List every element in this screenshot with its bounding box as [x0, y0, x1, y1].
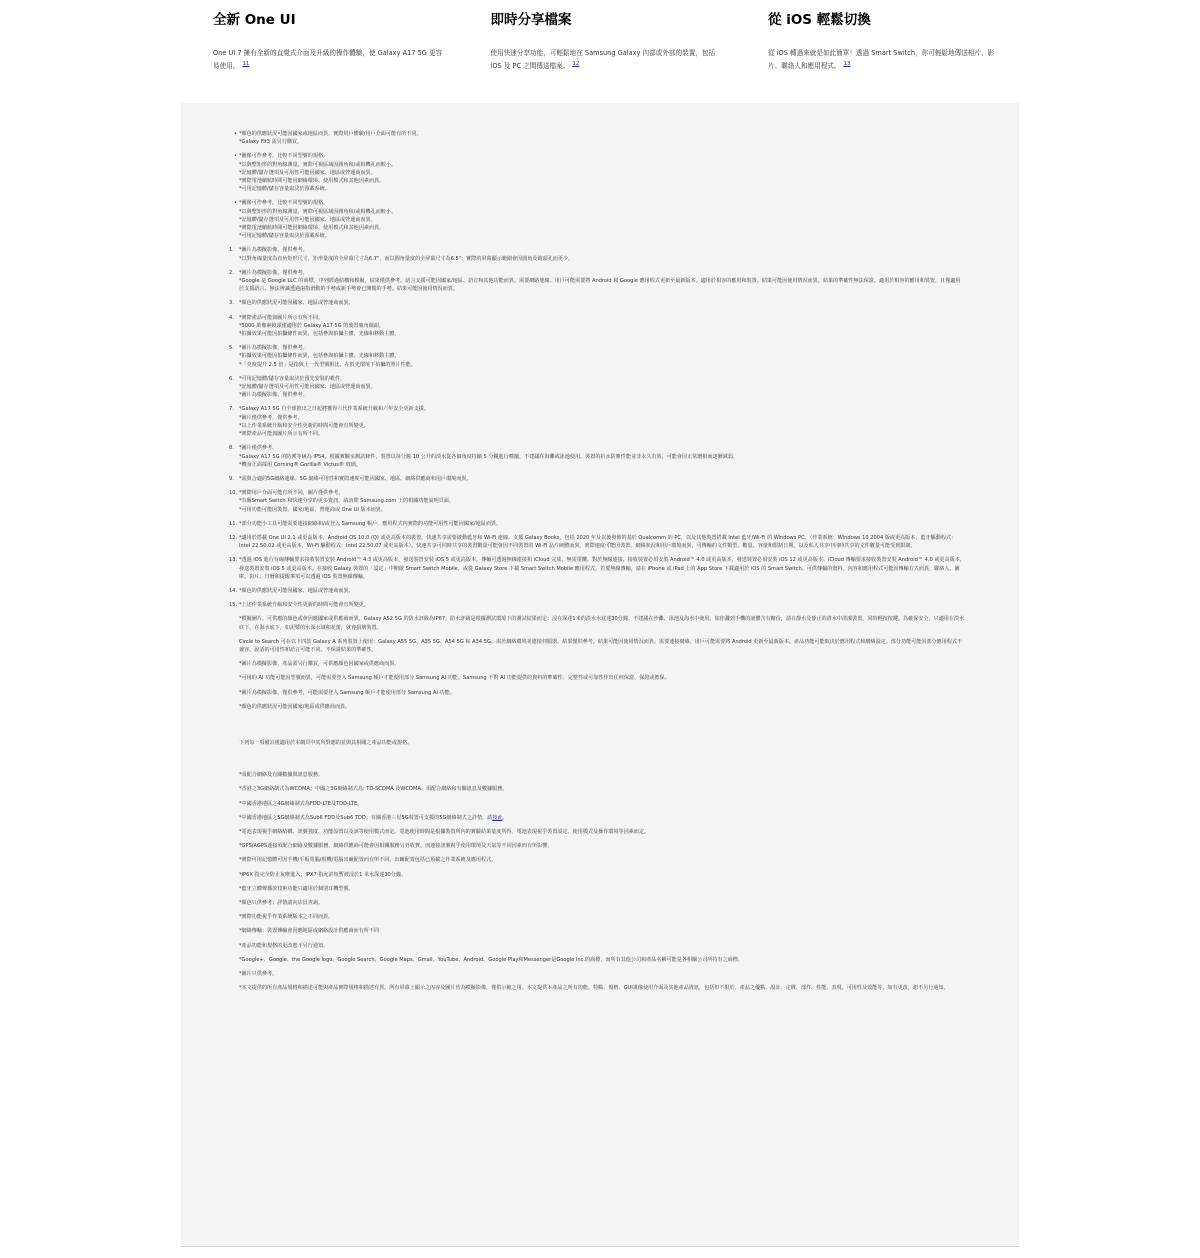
note-text: *記憶體/儲存選項及可用性可能因國家、地區或營運商而異。: [239, 169, 376, 176]
feature-title: 全新 One UI: [213, 12, 296, 28]
spec-note: [239, 913, 965, 921]
spec-note-text: *中國香港地區之4G網絡制式為FDD-LTE及TDD-LTE。: [239, 800, 363, 807]
spec-note-text: *實際功能視乎作業系統版本之不同而異。: [239, 914, 334, 921]
note-line: *有關Smart Switch 和快速分享的更多資訊，請訪問 Samsung.com 上的相關功能說明頁面。: [239, 498, 454, 505]
note-line: [239, 232, 965, 240]
note-line: *實際用戶介面可能有所不同，圖片僅供參考。: [239, 490, 344, 497]
note-line: [239, 138, 965, 146]
numbered-note: [229, 489, 965, 514]
disclaimer-paragraph: *顏色的供應狀況可能因國家/地區或供應商而異。: [239, 703, 351, 710]
note-number: 4.: [229, 314, 234, 321]
bullet-dot: •: [234, 131, 238, 137]
note-text: *Galaxy Fit3 需另行購買。: [239, 139, 303, 146]
numbered-note: [229, 314, 965, 339]
note-text: *以與整矩形的對角線測量，實際可視區域因圓角和/或相機孔而較小。: [239, 208, 397, 215]
note-number: 11.: [229, 520, 238, 527]
numbered-note: [229, 587, 965, 595]
note-number: 5.: [229, 345, 234, 352]
details-link[interactable]: 按此: [492, 814, 503, 821]
bullet-dot: •: [234, 200, 238, 207]
disclaimer-paragraph: *可用的 AI 功能可能因型號而異，可能需要登入 Samsung 帳戶才能使用部分 Samsung AI 功能。Samsung 不對 AI 功能提供的資料的準確性、完整性或可靠性作出任何保證、保證或擔保。: [239, 675, 670, 682]
spec-note-tail: 。: [502, 814, 508, 821]
feature-description-text: One UI 7 擁有全新的直覺式介面及升級的操作體驗，使 Galaxy A17 5G 更容易使用。: [213, 49, 443, 71]
footnotes-panel: [181, 103, 1019, 1247]
numbered-note: [229, 269, 965, 294]
disclaimer-paragraph: *模擬圖片。可供應的顏色或會因應國家或供應商而異。Galaxy A52 5G 的防水評級為IP67。防水評級是根據測試環境下的測試結果而定：浸在深達1米的淡水水底達30分鐘。不建議在沙灘、泳池及海水中使用。如你濺到手機的液體含有糖份，請在靜水及靜止的清水中清潔裝置，同時輕按按鍵。為確保安全，只適用在淡水底下，在海水底下，如泥漿的水深水域和花蕾，就會損壞裝置。: [239, 616, 965, 631]
note-line: *透過 iOS 進行有線傳輸要求接收裝置安裝 Android™ 4.3 或更高版本，發送裝置安裝 iOS 5 或更高版本。傳輸可透過無線連接和 iCloud 完成，無需電纜。對於無線連接，接收裝置必須安裝 Android™ 4.0 或更高版本，發送裝置必須安裝 iOS 12 或更高版本。iCloud 傳輸要求接收裝置安裝 Android™ 4.0 或更高版本，發送裝置安裝 iOS 5 或更高版本。在接收 Galaxy 裝置的「設定」中開啟 Smart Switch Mobile，或從 Galaxy Store 下載 Smart Switch Mobile 應用程式。若要無線傳輸，請在 iPhone 或 iPad 上的 App Store 下載適用於 iOS 的 Smart Switch。可供傳輸的資料、內容和應用程式可能因傳輸方式而異，聯絡人、圖庫、影片、日曆和提醒事項可以透過 iOS 裝置無線傳輸。: [239, 557, 965, 580]
spacer: [239, 753, 965, 771]
bullet-note-group: [234, 199, 965, 240]
disclaimer-paragraph: Circle to Search 可在以下四款 Galaxy A 系列裝置上使用：Galaxy A55 5G、A35 5G、A54 5G 和 A34 5G。需於網絡環境並連接伺服器。結果僅供參考。結果可能因使用情況而異。需要連接網絡。用戶可能需要將 Android 更新至最新版本。產品功能可能取決於應用程式和網絡設定。部分功能可能因部分應用程式不兼容。說話的可用性和語言可能不同。不保證結果的準確性。: [239, 638, 963, 653]
note-line: *「亮度提升 2.5 倍」是指與上一代型號相比，在低光環境下拍攝的照片性能。: [239, 361, 416, 368]
note-line: *圖片為模擬影像，僅供參考。: [239, 392, 308, 399]
note-line: *機身正面採用 Corning® Gorilla® Victus® 玻璃。: [239, 461, 361, 468]
note-text: *以與整矩形的對角線測量，實際可視區域因圓角和/或相機孔而較小。: [239, 161, 397, 168]
feature-column: [768, 8, 1003, 72]
spec-note-text: *須配合網絡及有關數據與訊息服務。: [239, 772, 324, 779]
numbered-note: [229, 601, 965, 609]
spec-note: [239, 885, 965, 893]
spec-note: [239, 800, 965, 808]
note-number: 6.: [229, 375, 234, 382]
disclaimer-paragraph: *圖片為模擬影像，僅供參考，可能需要登入 Samsung 帳戶才能使用部分 Samsung AI 功能。: [239, 689, 455, 696]
bullet-note-group: [234, 130, 965, 146]
spec-note-text: *中國香港地區之5G網絡制式為Sub6 FDD及Sub6 TDD。有關香港三星5G裝置可支援的5G網絡制式之詳情，請: [239, 814, 493, 821]
feature-description: [768, 48, 1003, 72]
footnote-ref-link[interactable]: 12: [572, 61, 580, 67]
spec-note: [239, 871, 965, 879]
note-line: *圖片為模擬影像，僅供參考。: [239, 269, 308, 276]
note-line: *顏色的供應狀況可能因國家、地區或營運商而異。: [239, 300, 354, 307]
note-line: [234, 130, 965, 138]
note-text: *顏色的供應狀況可能因國家或地區而異，實際用戶體驗/用戶介面可能有所不同。: [239, 131, 422, 137]
note-text: *圖像可作參考，比較不同型號的規格。: [239, 153, 329, 160]
note-text: *圖像可作參考，比較不同型號的規格。: [239, 200, 329, 207]
note-line: [239, 161, 965, 169]
note-line: [239, 185, 965, 193]
numbered-note: [229, 475, 965, 483]
note-line: *圖片為模擬影像，僅供參考。: [239, 247, 308, 254]
spec-note: [239, 984, 965, 992]
spec-note: [239, 771, 965, 779]
spec-note-text: *GPS/AGPS連接須配合網絡及數據服務，網絡供應商可能會因相關服務另外收費。而連接訊號視乎使用環境及天氣等不同因素而有所影響。: [239, 843, 553, 850]
spec-note: [239, 814, 965, 822]
note-line: *適用於搭載 One UI 2.1 或更高版本，Android OS 10.0 (Q) 或更高版本的裝置。快速共享需要啟動藍牙和 Wi-Fi 連線。支援 Galaxy Books，包括 2020 年及以後發佈的基於 Qualcomm 的 PC，以及其他裝置搭載 Intel 藍牙/Wi-Fi 的 Windows PC。（作業系統：Windows 10 2004 版或更高版本，藍牙驅動程式：Intel 22.50.02 或更高版本，Wi-Fi 驅動程式：Intel 22.50.07 或更高版本）。快速共享可同時共享的裝置數量可能會因不同裝置的 Wi-Fi 晶片硬體而異。實際速度可能因裝置、網絡狀況和用戶環境而異，可傳輸的文件類型、數量、容量和限制日期，以及私人共享中同時共享的文件數量可能受到限制。: [239, 534, 957, 550]
note-line: *圖片僅供參考。: [239, 445, 278, 452]
note-line: *拍攝效果可能因拍攝條件而異，包括參與拍攝主體、光線和移動主體。: [239, 331, 400, 338]
feature-description: [213, 48, 448, 72]
spec-note: [239, 956, 965, 964]
numbered-note: [229, 534, 965, 550]
note-line: *圖片為模擬影像，僅供參考。: [239, 345, 308, 352]
note-line: *顏色的供應狀況可能因國家、地區或營運商而異。: [239, 587, 354, 594]
note-number: 1.: [229, 247, 234, 254]
feature-title: 從 iOS 輕鬆切換: [768, 12, 871, 28]
bullet-dot: •: [234, 153, 238, 160]
bullet-note-group: [234, 152, 965, 193]
note-line: *部分功能小工具可能需要連接網絡和/或登入 Samsung 帳戶，應用程式內實際的功能可用性可能因國家/地區而異。: [239, 520, 502, 527]
spec-note: [239, 927, 965, 935]
note-line: *以對角線量度為直角矩形尺寸，矩形量度的全屏幕尺寸為6.7"，而以圓角量度的全屏幕尺寸為6.5"；實際的屏幕顯示範圍會因圓角及鏡頭孔而更少。: [239, 255, 574, 262]
feature-column: [213, 8, 448, 72]
feature-column: [491, 8, 726, 72]
spec-note-text: *香港之3G網絡制式為WCDMA；中國之3G網絡制式為: TD-SCDMA 及WCDMA。須配合網絡和有關訊息及數據服務。: [239, 786, 508, 793]
note-text: *實際電池續航時間可能因網絡環境、使用模式和其他因素而異。: [239, 225, 385, 232]
spec-note-text: *本文提供的所有產品規格和描述可能與產品實際規格和描述有異。所有屏幕上顯示之內容及圖片皆為模擬影像，僅供示範之用。本文提供本產品之所有功能、特點、規格、GUI畫像使用介面及其他產品資訊，包括但不限於，產品之優點、設計、定價、部件、性能、表現、可用性及效能等，如有更改，恕不另行通知。: [239, 985, 949, 992]
note-line: *圖片僅供參考，僅供參考。: [239, 414, 303, 421]
spec-note-text: *Google+、Google、the Google logo、Google Search、Google Maps、Gmail、YouTube、Android、Google Play和Messenger是Google Inc.的商標，而所有其他公司和產品名稱可能是各相關公司所持有之商標。: [239, 956, 743, 963]
spec-note-text: *圖片只供參考。: [239, 971, 278, 978]
note-line: [239, 208, 965, 216]
spacer: [239, 717, 965, 739]
note-number: 7.: [229, 406, 234, 413]
feature-highlights: [213, 8, 1003, 72]
note-line: *Google 是 Google LLC 的商標。序列經過結構和模擬，結果僅供參考。語言支援可能因國家/地區、語音和其他功能而異。需要網路連線。用戶可能需要將 Android 和 Google 應用程式更新至最新版本。適用於相容的應用和裝置。結果可能因使用情況而異。結果的準確性無法保證。適用於相容的應用和裝置，且僅適用於支援語言。無法辨識透過兩指滑動的手勢或新手勢會已開閉的手勢。結果可能因使用情況而異。: [239, 278, 961, 293]
spec-note: [239, 899, 965, 907]
spec-note-text: *藍牙立體聲播放技術功能只適用於個別耳機型號。: [239, 885, 354, 892]
note-number: 8.: [229, 445, 234, 452]
note-line: [239, 177, 965, 185]
spec-note-text: *產品功能和規格的更改恕不另行通知。: [239, 942, 329, 949]
note-number: 12.: [229, 534, 238, 541]
note-line: *5000 萬像素鏡頭僅適用於 Galaxy A17 5G 的後置廣角鏡頭。: [239, 322, 384, 329]
note-text: *記憶體/儲存選項及可用性可能因國家、地區或營運商而異。: [239, 216, 376, 223]
spec-note-text: *顏色只供參考；詳情請向店員查詢。: [239, 900, 324, 906]
note-line: *Galaxy A17 5G 自全球推出之日起將獲得六代作業系統升級和六年安全更新支援。: [239, 406, 429, 413]
note-text: *可用記憶體/儲存容量取決於預載系統。: [239, 233, 330, 240]
note-line: [234, 199, 965, 207]
spec-note: [239, 842, 965, 850]
note-line: *需與合適的5G網絡連線。5G 網絡可用性和實際速度可能因國家、地區、網絡供應商和用戶環境而異。: [239, 475, 472, 482]
note-line: *實際產品可能與圖片所示有所不同。: [239, 314, 324, 321]
footnote-ref-link[interactable]: 11: [242, 61, 250, 67]
spec-note-text: *IP6X 指完全防止灰塵進入；IPX7 指允許短暫被浸於1 米水深達30分鐘。: [239, 871, 407, 878]
note-number: 13.: [229, 557, 238, 564]
numbered-note: [229, 520, 965, 528]
note-line: *實際產品可能與圖片所示有所不同。: [239, 431, 324, 438]
note-line: [239, 224, 965, 232]
spec-note: [239, 856, 965, 864]
feature-description-text: 使用快速分享功能，可輕鬆地在 Samsung Galaxy 內部或外部的裝置，包括 iOS 及 PC 之間傳送檔案。: [490, 49, 716, 71]
spec-note: [239, 942, 965, 950]
note-number: 3.: [229, 300, 234, 307]
note-number: 10.: [229, 490, 238, 497]
note-line: *拍攝效果可能因拍攝條件而異，包括參與拍攝主體、光線和移動主體。: [239, 353, 400, 360]
note-line: *以上作業系統升級和安全性更新的時間可能會有所變更。: [239, 422, 369, 429]
note-text: *實際電池續航時間可能因網絡環境、使用模式和其他因素而異。: [239, 178, 385, 185]
numbered-note: [229, 299, 965, 307]
note-line: [239, 216, 965, 224]
spec-note-text: *電池表現視乎網絡結構、訊號強度、功能設置以及該等使用模式而定。電池使用時間是根據裝置所內的實驗結果量度所得。電池表現視乎裝置設定、使用模式及操作環境等因素而定。: [239, 828, 650, 835]
note-line: [239, 169, 965, 177]
note-line: [234, 152, 965, 160]
spec-note-text: *實際可用記憶體可因手機/平板電腦/相機/電腦出廠配置而有所不同，出廠配置包括已預載之作業系統及應用程式。: [239, 857, 497, 864]
spec-note: [239, 785, 965, 793]
numbered-note: [229, 344, 965, 369]
note-line: *上述作業系統升級和安全性更新的時間可能會有所變更。: [239, 602, 369, 609]
note-line: *可用記憶體/儲存容量取決於預先安裝的軟件。: [239, 375, 346, 382]
note-number: 14.: [229, 587, 238, 594]
numbered-note: [229, 444, 965, 469]
numbered-note: [229, 246, 965, 262]
spec-note-text: *網絡傳輸：裝置傳輸會因應地區或網絡設計供應商而有所不同: [239, 928, 380, 935]
feature-description-text: 從 iOS 轉過來就是如此簡單！透過 Smart Switch，你可輕鬆地傳送相片、影片、聯絡人和應用程式。: [768, 49, 995, 71]
numbered-note: [229, 375, 965, 400]
note-line: *記憶體/儲存選項及可用性可能因國家、地區或營運商而異。: [239, 384, 376, 391]
feature-description: [491, 48, 726, 72]
specs-intro: 下列每一項備註僅適用於本網頁中其所對應的並與其相關之產品功能或規格。: [239, 739, 413, 746]
numbered-note: [229, 405, 965, 438]
feature-title: 即時分享檔案: [490, 12, 572, 28]
disclaimer-paragraph: *圖片為模擬影像，產品需另行購買，可供應顏色因國家或供應商而異。: [239, 661, 400, 668]
note-line: *可用功能可能因裝置、國家/地區、營運商或 One UI 版本而異。: [239, 506, 386, 513]
spec-note: [239, 828, 965, 836]
note-line: *Galaxy A17 5G 的防護等級為 IP54，根據實驗室測試條件，裝置以每分鐘 10 公升的淡水從各個角度持續 5 分鐘進行噴灑。不建議在海灘或泳池使用。裝置的抗水防塵性能並非永久有效，可能會因正常磨損而逐漸減弱。: [239, 453, 738, 460]
footnotes: [229, 130, 965, 998]
note-number: 2.: [229, 269, 234, 276]
numbered-note: [229, 556, 965, 581]
footnote-ref-link[interactable]: 13: [843, 61, 851, 67]
note-text: *可用記憶體/儲存容量取決於預載系統。: [239, 186, 330, 193]
note-number: 9.: [229, 475, 234, 482]
note-number: 15.: [229, 602, 238, 609]
spec-note: [239, 970, 965, 978]
